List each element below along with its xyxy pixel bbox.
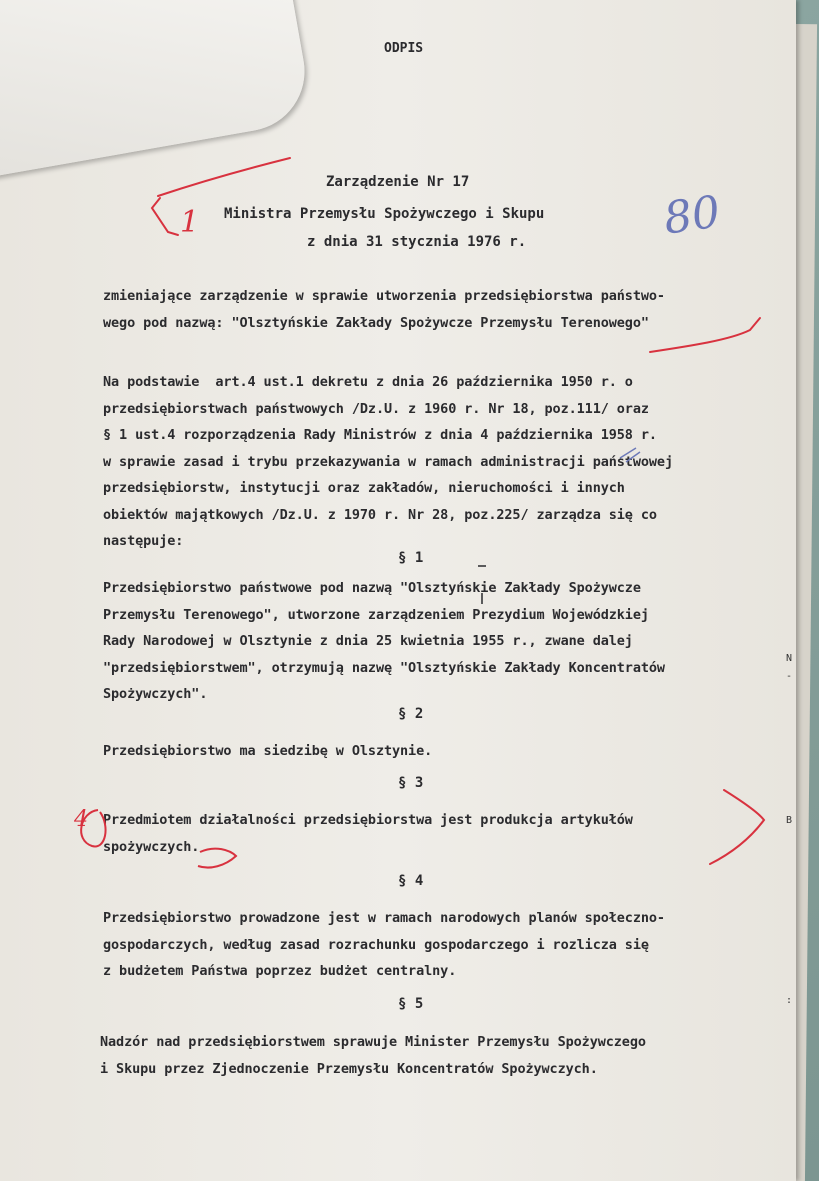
legal-basis-preamble: Na podstawie art.4 ust.1 dekretu z dnia 26 października 1950 r. o przedsiębiorstwach państwowych /Dz.U. z 1960 r. Nr 18, poz.111/ oraz § 1 ust.4 rozporządzenia Rady Ministrów z dnia 4 października 1958 r. w sprawie zasad i trybu przekazywania w ramach administracji państwowej przedsiębiorstw, instytucji oraz zakładów, nieruchomości i innych obiektów majątkowych /Dz.U. z 1970 r. Nr 28, poz.225/ zarządza się co następuje: xyxy=(103,374,673,549)
section-2-text: Przedsiębiorstwo ma siedzibę w Olsztynie. xyxy=(103,743,433,759)
order-title: Zarządzenie Nr 17 xyxy=(326,174,470,190)
section-5-text: Nadzór nad przedsiębiorstwem sprawuje Minister Przemysłu Spożywczego i Skupu przez Zjednoczenie Przemysłu Koncentratów Spożywczych. xyxy=(100,1034,646,1077)
order-subject: zmieniające zarządzenie w sprawie utworzenia przedsiębiorstwa państwo- wego pod nazwą: "Olsztyńskie Zakłady Spożywcze Przemysłu Terenowego" xyxy=(103,288,665,331)
section-2-sign: § 2 xyxy=(398,706,424,722)
section-3-sign: § 3 xyxy=(398,775,424,791)
blue-handwritten-number: 80 xyxy=(660,186,724,245)
section-1-text: Przedsiębiorstwo państwowe pod nazwą "Olsztyńskie Zakłady Spożywcze Przemysłu Terenowego", utworzone zarządzeniem Prezydium Wojewódzkiej Rady Narodowej w Olsztynie z dnia 25 kwietnia 1955 r., zwane dalej "przedsiębiorstwem", otrzymują nazwę "Olsztyńskie Zakłady Koncentratów Spożywczych". xyxy=(103,580,665,702)
section-5-sign: § 5 xyxy=(398,996,424,1012)
document-label: ODPIS xyxy=(384,41,424,56)
section-3-text: Przedmiotem działalności przedsiębiorstwa jest produkcja artykułów spożywczych. xyxy=(103,812,633,855)
red-mark-top: 1 xyxy=(180,205,200,240)
section-4-sign: § 4 xyxy=(398,873,424,889)
right-margin-marks: N - B : xyxy=(786,653,793,1006)
section-4-text: Przedsiębiorstwo prowadzone jest w ramach narodowych planów społeczno- gospodarczych, według zasad rozrachunku gospodarczego i rozlicza się z budżetem Państwa poprzez budżet centralny. xyxy=(103,910,665,979)
section-1-sign: § 1 xyxy=(398,550,424,566)
order-date: z dnia 31 stycznia 1976 r. xyxy=(307,234,527,250)
red-mark-section3: 4 xyxy=(74,807,88,832)
order-issuer: Ministra Przemysłu Spożywczego i Skupu xyxy=(224,206,545,222)
